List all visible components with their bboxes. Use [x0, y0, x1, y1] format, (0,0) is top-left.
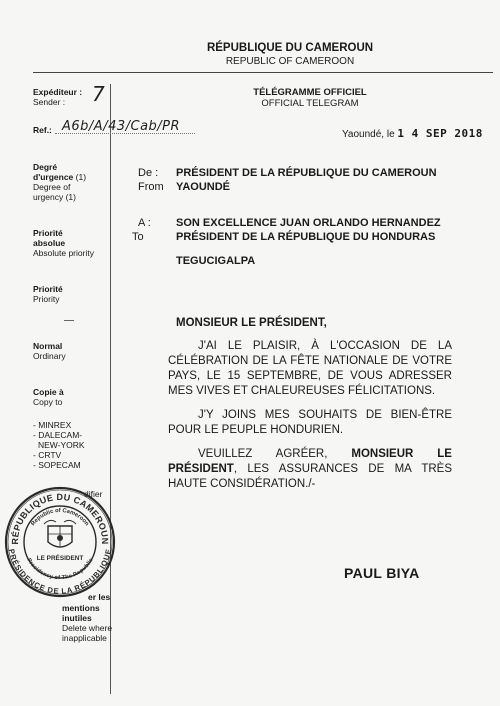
note-partial: er les	[88, 592, 111, 602]
normal-en: Ordinary	[33, 351, 66, 361]
header-divider	[33, 72, 493, 73]
ref-dotted-line	[55, 133, 195, 134]
signature: PAUL BIYA	[344, 565, 420, 581]
telegram-title-fr: TÉLÉGRAMME OFFICIEL	[253, 87, 367, 98]
seal-emblem-icon	[44, 520, 76, 547]
copy-item-dalecam: - DALECAM-	[33, 430, 83, 440]
note-fr-1: mentions	[62, 603, 100, 613]
country-title-fr: RÉPUBLIQUE DU CAMEROUN	[206, 42, 374, 54]
priority-abs-fr-1: Priorité	[33, 228, 63, 238]
svg-text:Republic of Cameroon	[30, 508, 89, 528]
urgency-fr-2: d'urgence (1)	[33, 172, 87, 182]
ref-label: Ref.:	[33, 125, 52, 135]
country-title-en: REPUBLIC OF CAMEROON	[225, 56, 355, 67]
sender-label-fr: Expéditeur :	[33, 87, 83, 97]
urgency-en-2: urgency (1)	[33, 192, 76, 202]
note-fr-2: inutiles	[62, 613, 92, 623]
message-paragraph-1: J'AI LE PLAISIR, À L'OCCASION DE LA CÉLÉBRATION DE LA FÊTE NATIONALE DE VOTRE PAYS, LE 15 SEPTEMBRE, DE VOUS ADRESSER MES VIVES ET CHALEUREUSES FÉLICITATIONS.	[168, 340, 452, 397]
sender-label-en: Sender :	[33, 97, 66, 107]
to-line-2: PRÉSIDENT DE LA RÉPUBLIQUE DU HONDURAS	[176, 231, 436, 243]
from-line-1: PRÉSIDENT DE LA RÉPUBLIQUE DU CAMEROUN	[176, 167, 437, 179]
ref-handwritten: A6b/A/43/Cab/PR	[62, 119, 181, 134]
from-label-fr: De :	[138, 167, 159, 179]
urgency-fr-1: Degré	[33, 162, 58, 172]
margin-mark	[64, 320, 74, 321]
sender-handwritten: 7	[92, 82, 106, 106]
urgency-en-1: Degree of	[33, 182, 71, 192]
message-paragraph-3: VEUILLEZ AGRÉER, MONSIEUR LE PRÉSIDENT, LES ASSURANCES DE MA TRÈS HAUTE CONSIDÉRATION./-	[168, 448, 452, 490]
official-seal	[4, 486, 116, 598]
copy-en: Copy to	[33, 397, 63, 407]
from-line-2: YAOUNDÉ	[176, 181, 230, 193]
to-label-fr: A :	[138, 217, 151, 229]
priority-abs-en: Absolute priority	[33, 248, 94, 258]
priority-abs-fr-2: absolue	[33, 238, 66, 248]
seal-ring-bottom: PRÉSIDENCE DE LA RÉPUBLIQUE	[6, 548, 114, 596]
seal-center-text: LE PRÉSIDENT	[36, 555, 84, 562]
telegram-title-en: OFFICIAL TELEGRAM	[261, 98, 359, 109]
copy-item-sopecam: - SOPECAM	[33, 460, 81, 470]
from-label-en: From	[138, 181, 164, 193]
priority-en: Priority	[33, 294, 60, 304]
priority-fr: Priorité	[33, 284, 63, 294]
copy-item-minrex: - MINREX	[33, 420, 72, 430]
seal-inner-bottom: Presidency of The Republic	[25, 557, 95, 582]
to-label-en: To	[132, 231, 144, 243]
seal-inner-top: Republic of Cameroon	[30, 507, 90, 528]
to-line-3: TEGUCIGALPA	[176, 255, 256, 267]
copy-item-crtv: - CRTV	[33, 450, 62, 460]
date-prefix: Yaoundé, le	[342, 129, 395, 140]
seal-ring-top: RÉPUBLIQUE DU CAMEROUN	[9, 491, 111, 545]
copy-item-newyork: NEW-YORK	[38, 440, 85, 450]
copy-fr: Copie à	[33, 387, 64, 397]
normal-fr: Normal	[33, 341, 63, 351]
hidden-partial-text: difier	[84, 489, 103, 499]
note-en-1: Delete where	[62, 623, 113, 633]
seal-svg	[4, 486, 116, 598]
message-paragraph-2: J'Y JOINS MES SOUHAITS DE BIEN-ÊTRE POUR LE PEUPLE HONDURIEN.	[168, 409, 452, 436]
salutation: MONSIEUR LE PRÉSIDENT,	[176, 317, 327, 329]
date-stamp: 1 4 SEP 2018	[397, 127, 483, 140]
to-line-1: SON EXCELLENCE JUAN ORLANDO HERNANDEZ	[176, 217, 441, 229]
note-en-2: inapplicable	[62, 633, 107, 643]
date-line	[342, 127, 483, 140]
margin-rule	[110, 84, 111, 694]
